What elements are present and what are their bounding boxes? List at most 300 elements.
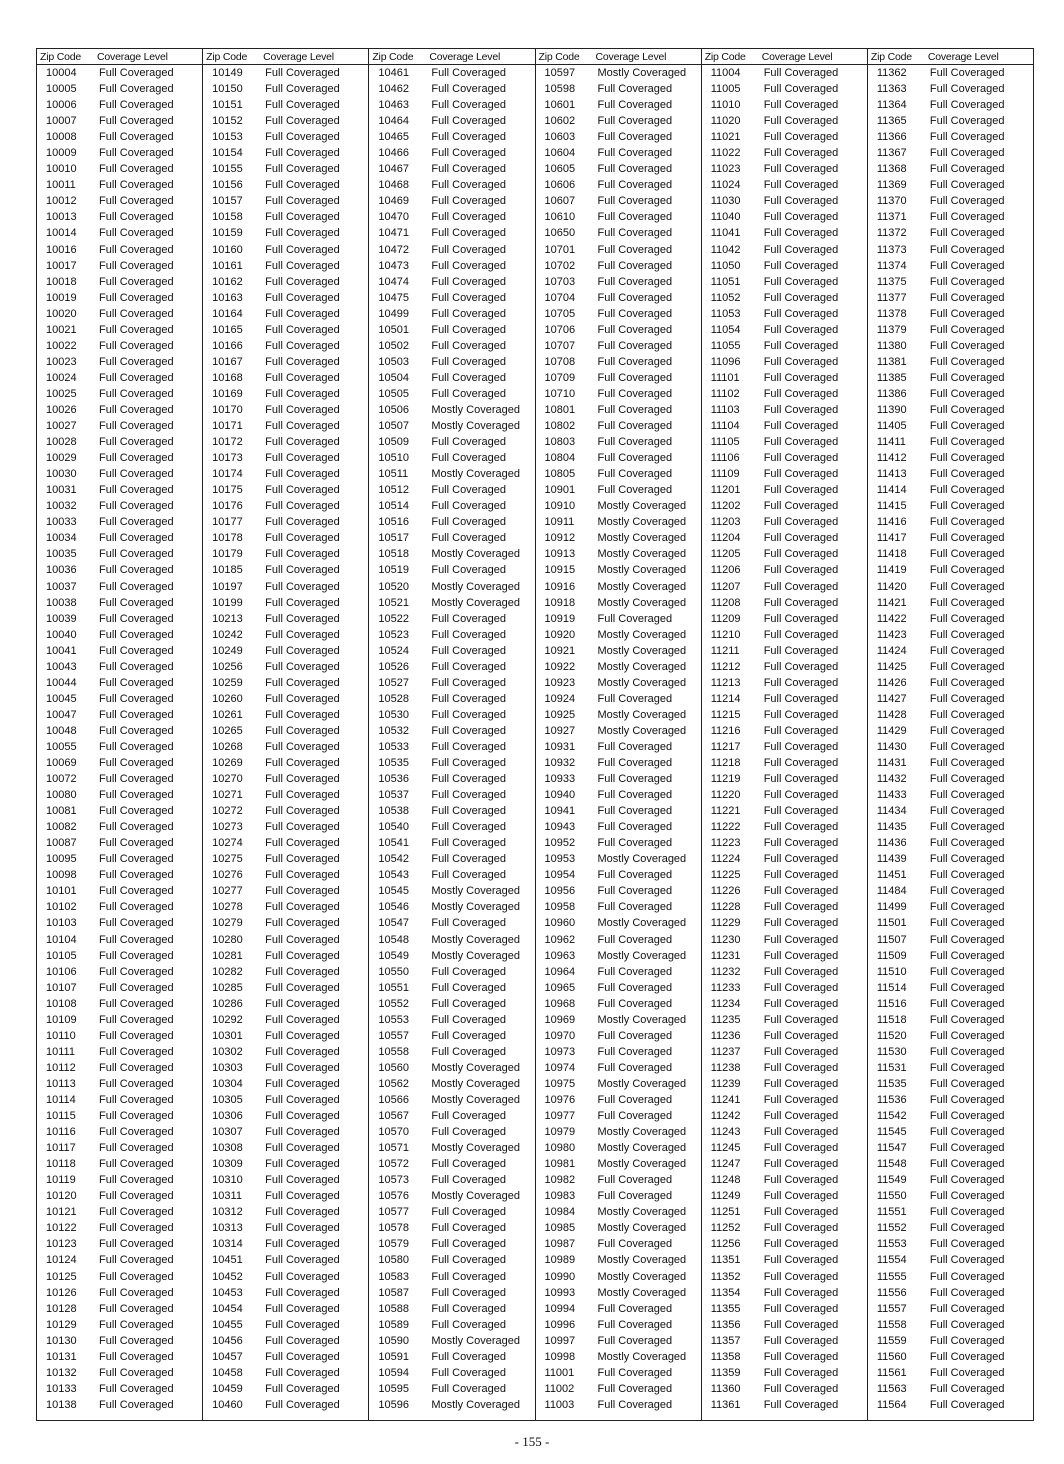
zip-code-cell: 10519: [378, 564, 409, 577]
zip-code-cell: 11365: [876, 115, 907, 128]
zip-code-cell: 11415: [876, 500, 907, 513]
table-row: [868, 306, 1033, 322]
zip-code-cell: 10505: [378, 387, 409, 400]
table-row: [37, 113, 202, 129]
table-row: [868, 1028, 1033, 1044]
coverage-level-cell: Full Coveraged: [597, 211, 673, 224]
coverage-level-cell: Full Coveraged: [431, 131, 506, 144]
coverage-level-cell: Full Coveraged: [431, 516, 506, 529]
table-row: [203, 627, 368, 643]
zip-code-cell: 10985: [544, 1222, 576, 1235]
zip-code-cell: 10158: [212, 211, 243, 224]
zip-code-cell: 10925: [544, 708, 576, 721]
coverage-level-cell: Full Coveraged: [929, 885, 1005, 898]
coverage-level-cell: Full Coveraged: [99, 660, 174, 673]
table-row: [702, 1349, 867, 1365]
coverage-level-cell: Full Coveraged: [763, 195, 839, 208]
table-row: [536, 1076, 701, 1092]
table-row: [868, 65, 1033, 81]
zip-code-cell: 10117: [46, 1142, 76, 1155]
table-row: [203, 1204, 368, 1220]
zip-code-cell: 10965: [544, 981, 576, 994]
coverage-level-cell: Mostly Coveraged: [431, 1077, 520, 1090]
table-row: [203, 883, 368, 899]
zip-code-cell: 10801: [544, 403, 576, 416]
table-row: [37, 1301, 202, 1317]
coverage-level-cell: Full Coveraged: [597, 259, 673, 272]
zip-code-cell: 11054: [710, 323, 741, 336]
zip-code-cell: 11358: [710, 1350, 741, 1363]
table-column: [702, 49, 868, 1420]
coverage-level-cell: Full Coveraged: [929, 1077, 1005, 1090]
zip-code-cell: 11356: [710, 1318, 741, 1331]
zip-code-cell: 10116: [46, 1126, 76, 1139]
coverage-level-cell: Full Coveraged: [763, 500, 839, 513]
table-row: [702, 1124, 867, 1140]
zip-code-cell: 10004: [46, 67, 77, 79]
table-row: [868, 290, 1033, 306]
table-row: [37, 851, 202, 867]
zip-code-cell: 10990: [544, 1270, 576, 1283]
zip-code-cell: 11354: [710, 1286, 741, 1299]
coverage-level-cell: Full Coveraged: [431, 997, 506, 1010]
coverage-level-cell: Full Coveraged: [597, 1334, 673, 1347]
zip-code-cell: 10542: [378, 853, 409, 866]
table-row: [37, 595, 202, 611]
table-row: [37, 611, 202, 627]
coverage-level-cell: Full Coveraged: [597, 275, 673, 288]
zip-code-cell: 11228: [710, 901, 741, 914]
zip-code-cell: 10510: [378, 452, 409, 465]
table-row: [536, 1028, 701, 1044]
zip-code-cell: 10036: [46, 564, 77, 577]
zip-code-cell: 10161: [212, 259, 243, 272]
table-row: [37, 1172, 202, 1188]
zip-code-cell: 10603: [544, 131, 576, 144]
coverage-level-cell: Full Coveraged: [99, 1270, 174, 1283]
coverage-level-cell: Full Coveraged: [431, 917, 506, 930]
coverage-level-cell: Full Coveraged: [929, 1029, 1005, 1042]
zip-code-cell: 10983: [544, 1190, 576, 1203]
coverage-level-cell: Full Coveraged: [265, 1286, 340, 1299]
zip-code-cell: 11226: [710, 885, 741, 898]
coverage-level-cell: Full Coveraged: [597, 1174, 673, 1187]
coverage-level-cell: Full Coveraged: [99, 131, 174, 144]
zip-code-cell: 10072: [46, 773, 77, 786]
table-row: [536, 1397, 701, 1413]
zip-code-cell: 10027: [46, 420, 77, 433]
zip-code-cell: 10453: [212, 1286, 243, 1299]
table-row: [868, 1397, 1033, 1413]
coverage-level-cell: Full Coveraged: [99, 869, 174, 882]
table-row: [536, 466, 701, 482]
zip-code-cell: 11439: [876, 853, 907, 866]
table-row: [702, 883, 867, 899]
table-row: [868, 450, 1033, 466]
coverage-level-cell: Full Coveraged: [99, 1190, 174, 1203]
coverage-level-cell: Full Coveraged: [99, 580, 174, 593]
table-row: [203, 514, 368, 530]
zip-code-cell: 11218: [710, 757, 741, 770]
zip-code-cell: 10087: [46, 837, 77, 850]
zip-code-cell: 11103: [710, 403, 740, 416]
coverage-level-cell: Full Coveraged: [431, 628, 506, 641]
coverage-level-cell: Full Coveraged: [597, 837, 673, 850]
zip-code-cell: 11361: [710, 1398, 741, 1411]
coverage-level-cell: Full Coveraged: [99, 1077, 174, 1090]
table-row: [37, 354, 202, 370]
zip-code-cell: 11352: [710, 1270, 741, 1283]
zip-code-cell: 11252: [710, 1222, 741, 1235]
zip-code-cell: 10113: [46, 1077, 76, 1090]
zip-code-cell: 11424: [876, 644, 907, 657]
coverage-level-cell: Full Coveraged: [431, 757, 506, 770]
table-row: [536, 819, 701, 835]
table-row: [702, 370, 867, 386]
zip-code-cell: 10589: [378, 1318, 409, 1331]
table-row: [536, 771, 701, 787]
zip-code-cell: 10010: [46, 163, 77, 176]
table-row: [702, 1365, 867, 1381]
table-row: [203, 242, 368, 258]
coverage-level-cell: Full Coveraged: [929, 355, 1005, 368]
table-row: [37, 691, 202, 707]
coverage-level-cell: Full Coveraged: [929, 628, 1005, 641]
coverage-level-cell: Full Coveraged: [265, 644, 340, 657]
zip-code-cell: 11552: [876, 1222, 907, 1235]
table-row: [868, 498, 1033, 514]
coverage-level-cell: Mostly Coveraged: [597, 853, 687, 866]
table-row: [702, 1172, 867, 1188]
coverage-level-cell: Full Coveraged: [929, 1061, 1005, 1074]
zip-code-cell: 10605: [544, 163, 576, 176]
zip-code-cell: 11211: [710, 644, 740, 657]
coverage-level-cell: Full Coveraged: [265, 99, 340, 112]
zip-code-cell: 10045: [46, 692, 77, 705]
coverage-level-cell: Full Coveraged: [763, 452, 839, 465]
table-row: [702, 434, 867, 450]
table-row: [37, 948, 202, 964]
zip-code-cell: 10082: [46, 821, 77, 834]
coverage-level-cell: Full Coveraged: [99, 115, 174, 128]
header-coverage-level: Coverage Level: [429, 51, 501, 63]
coverage-level-cell: Full Coveraged: [99, 644, 174, 657]
coverage-level-cell: Full Coveraged: [431, 1158, 506, 1171]
coverage-level-cell: Full Coveraged: [431, 484, 506, 497]
table-row: [868, 1349, 1033, 1365]
coverage-level-cell: Full Coveraged: [597, 1398, 673, 1411]
zip-code-cell: 10261: [212, 708, 243, 721]
coverage-level-cell: Full Coveraged: [265, 484, 340, 497]
table-row: [37, 306, 202, 322]
table-row: [203, 1140, 368, 1156]
coverage-level-cell: Full Coveraged: [431, 692, 506, 705]
table-row: [37, 81, 202, 97]
table-row: [37, 1269, 202, 1285]
coverage-level-cell: Full Coveraged: [265, 1190, 340, 1203]
zip-code-cell: 11451: [876, 869, 907, 882]
header-coverage-level: Coverage Level: [97, 51, 168, 63]
zip-code-cell: 11104: [710, 420, 740, 433]
zip-code-cell: 10956: [544, 885, 576, 898]
table-row: [702, 899, 867, 915]
zip-code-cell: 10167: [212, 355, 243, 368]
zip-code-cell: 10055: [46, 740, 77, 753]
table-row: [536, 883, 701, 899]
coverage-level-cell: Mostly Coveraged: [597, 532, 687, 545]
zip-code-cell: 11041: [710, 227, 741, 240]
zip-code-cell: 10602: [544, 115, 576, 128]
table-row: [37, 290, 202, 306]
table-row: [369, 1333, 534, 1349]
coverage-level-cell: Full Coveraged: [929, 1174, 1005, 1187]
zip-code-cell: 10933: [544, 773, 576, 786]
coverage-level-cell: Full Coveraged: [265, 1110, 340, 1123]
coverage-level-cell: Full Coveraged: [763, 484, 839, 497]
coverage-level-cell: Full Coveraged: [431, 227, 506, 240]
table-row: [868, 803, 1033, 819]
table-row: [702, 1108, 867, 1124]
coverage-level-cell: Full Coveraged: [597, 307, 673, 320]
coverage-level-cell: Full Coveraged: [431, 115, 506, 128]
zip-code-cell: 11102: [710, 387, 740, 400]
zip-code-cell: 11516: [876, 997, 907, 1010]
coverage-level-cell: Full Coveraged: [929, 837, 1005, 850]
table-row: [37, 899, 202, 915]
table-row: [369, 595, 534, 611]
zip-code-cell: 10996: [544, 1318, 576, 1331]
table-row: [536, 675, 701, 691]
table-row: [868, 81, 1033, 97]
table-row: [37, 1028, 202, 1044]
coverage-level-cell: Full Coveraged: [431, 1270, 506, 1283]
zip-code-cell: 10918: [544, 596, 576, 609]
coverage-level-cell: Full Coveraged: [99, 403, 174, 416]
table-row: [702, 819, 867, 835]
table-row: [702, 546, 867, 562]
coverage-level-cell: Full Coveraged: [431, 452, 506, 465]
coverage-level-cell: Full Coveraged: [763, 1029, 839, 1042]
zip-code-cell: 11381: [876, 355, 907, 368]
zip-code-cell: 10110: [46, 1029, 76, 1042]
table-row: [37, 322, 202, 338]
zip-code-cell: 11212: [710, 660, 741, 673]
zip-code-cell: 10997: [544, 1334, 576, 1347]
zip-code-cell: 10520: [378, 580, 409, 593]
zip-code-cell: 10160: [212, 243, 243, 256]
zip-code-cell: 11390: [876, 403, 907, 416]
zip-code-cell: 11109: [710, 468, 740, 481]
zip-code-cell: 10931: [544, 740, 576, 753]
zip-code-cell: 11105: [710, 436, 740, 449]
table-row: [203, 113, 368, 129]
coverage-level-cell: Full Coveraged: [431, 67, 506, 79]
table-row: [702, 306, 867, 322]
zip-code-cell: 11030: [710, 195, 741, 208]
table-row: [868, 338, 1033, 354]
coverage-level-cell: Full Coveraged: [597, 99, 673, 112]
zip-code-cell: 10964: [544, 965, 576, 978]
zip-code-cell: 10032: [46, 500, 77, 513]
zip-code-cell: 10009: [46, 147, 77, 160]
header-zip-code: Zip Code: [40, 51, 82, 63]
zip-code-cell: 10242: [212, 628, 243, 641]
zip-code-cell: 10546: [378, 901, 409, 914]
zip-code-cell: 11209: [710, 612, 741, 625]
table-row: [37, 867, 202, 883]
coverage-level-cell: Full Coveraged: [431, 1350, 506, 1363]
table-row: [37, 177, 202, 193]
zip-code-cell: 10969: [544, 1013, 576, 1026]
coverage-level-cell: Full Coveraged: [265, 1334, 340, 1347]
coverage-level-cell: Full Coveraged: [763, 917, 839, 930]
coverage-level-cell: Full Coveraged: [763, 243, 839, 256]
coverage-level-cell: Full Coveraged: [99, 484, 174, 497]
coverage-level-cell: Full Coveraged: [763, 1077, 839, 1090]
table-row: [702, 739, 867, 755]
coverage-level-cell: Mostly Coveraged: [431, 1061, 520, 1074]
table-row: [702, 161, 867, 177]
coverage-level-cell: Mostly Coveraged: [431, 1142, 520, 1155]
coverage-level-cell: Full Coveraged: [763, 1254, 839, 1267]
table-row: [868, 1236, 1033, 1252]
coverage-level-cell: Full Coveraged: [597, 821, 673, 834]
zip-code-cell: 10176: [212, 500, 243, 513]
table-row: [203, 643, 368, 659]
zip-code-cell: 10130: [46, 1334, 77, 1347]
table-row: [203, 1269, 368, 1285]
zip-code-cell: 11561: [876, 1366, 907, 1379]
table-row: [702, 787, 867, 803]
table-row: [37, 193, 202, 209]
table-row: [702, 835, 867, 851]
table-row: [203, 1124, 368, 1140]
table-row: [203, 835, 368, 851]
table-row: [203, 1236, 368, 1252]
zip-code-cell: 10106: [46, 965, 77, 978]
coverage-level-cell: Full Coveraged: [929, 917, 1005, 930]
coverage-level-cell: Full Coveraged: [597, 965, 673, 978]
zip-code-cell: 10598: [544, 83, 576, 96]
coverage-level-cell: Full Coveraged: [597, 1190, 673, 1203]
table-row: [369, 948, 534, 964]
zip-code-cell: 11101: [710, 371, 740, 384]
zip-code-cell: 11501: [876, 917, 907, 930]
table-row: [369, 562, 534, 578]
zip-code-cell: 10607: [544, 195, 576, 208]
coverage-level-cell: Full Coveraged: [265, 981, 340, 994]
zip-code-cell: 10154: [212, 147, 243, 160]
coverage-level-cell: Full Coveraged: [597, 243, 673, 256]
zip-code-cell: 10007: [46, 115, 77, 128]
coverage-level-cell: Full Coveraged: [929, 708, 1005, 721]
coverage-level-cell: Full Coveraged: [597, 420, 673, 433]
zip-code-cell: 10105: [46, 949, 77, 962]
zip-code-cell: 10307: [212, 1126, 243, 1139]
coverage-level-cell: Full Coveraged: [763, 548, 839, 561]
header-coverage-level: Coverage Level: [595, 51, 667, 63]
table-row: [369, 1108, 534, 1124]
zip-code-cell: 10583: [378, 1270, 409, 1283]
table-row: [369, 643, 534, 659]
zip-code-cell: 10172: [212, 436, 243, 449]
table-row: [868, 1044, 1033, 1060]
coverage-level-cell: Full Coveraged: [929, 789, 1005, 802]
coverage-level-cell: Full Coveraged: [265, 1254, 340, 1267]
coverage-level-cell: Full Coveraged: [929, 1222, 1005, 1235]
table-row: [37, 980, 202, 996]
table-row: [37, 209, 202, 225]
coverage-level-cell: Full Coveraged: [99, 1334, 174, 1347]
coverage-level-cell: Full Coveraged: [431, 243, 506, 256]
coverage-level-cell: Full Coveraged: [763, 596, 839, 609]
table-row: [536, 1269, 701, 1285]
table-header: [536, 49, 701, 65]
zip-code-cell: 10567: [378, 1110, 409, 1123]
zip-code-cell: 10268: [212, 740, 243, 753]
zip-code-cell: 11419: [876, 564, 907, 577]
zip-code-cell: 10512: [378, 484, 409, 497]
table-row: [702, 65, 867, 81]
zip-code-cell: 10151: [212, 99, 243, 112]
coverage-level-cell: Full Coveraged: [99, 99, 174, 112]
coverage-level-cell: Full Coveraged: [763, 644, 839, 657]
table-row: [536, 787, 701, 803]
table-row: [37, 723, 202, 739]
zip-code-cell: 11222: [710, 821, 741, 834]
table-row: [868, 466, 1033, 482]
table-row: [702, 402, 867, 418]
table-row: [702, 579, 867, 595]
zip-code-cell: 11243: [710, 1126, 741, 1139]
zip-code-cell: 11221: [710, 805, 741, 818]
table-row: [369, 482, 534, 498]
zip-code-cell: 10536: [378, 773, 409, 786]
table-row: [37, 675, 202, 691]
table-row: [536, 370, 701, 386]
table-row: [702, 1333, 867, 1349]
coverage-level-cell: Full Coveraged: [265, 227, 340, 240]
table-row: [536, 1381, 701, 1397]
table-row: [203, 707, 368, 723]
coverage-level-cell: Full Coveraged: [431, 708, 506, 721]
table-row: [37, 1060, 202, 1076]
table-row: [868, 97, 1033, 113]
table-row: [868, 964, 1033, 980]
table-row: [868, 1172, 1033, 1188]
coverage-level-cell: Full Coveraged: [763, 1061, 839, 1074]
table-row: [868, 611, 1033, 627]
table-row: [868, 129, 1033, 145]
zip-code-cell: 10168: [212, 371, 243, 384]
coverage-level-cell: Mostly Coveraged: [597, 1270, 687, 1283]
coverage-level-cell: Full Coveraged: [265, 869, 340, 882]
zip-code-cell: 11560: [876, 1350, 907, 1363]
table-row: [868, 675, 1033, 691]
coverage-level-cell: Full Coveraged: [763, 773, 839, 786]
table-row: [702, 1317, 867, 1333]
table-row: [536, 1108, 701, 1124]
coverage-level-cell: Mostly Coveraged: [597, 1350, 687, 1363]
table-row: [702, 354, 867, 370]
zip-code-cell: 10153: [212, 131, 243, 144]
table-row: [203, 386, 368, 402]
coverage-level-cell: Full Coveraged: [763, 436, 839, 449]
table-row: [203, 1108, 368, 1124]
zip-code-cell: 11052: [710, 291, 741, 304]
zip-code-cell: 10579: [378, 1238, 409, 1251]
table-row: [203, 932, 368, 948]
